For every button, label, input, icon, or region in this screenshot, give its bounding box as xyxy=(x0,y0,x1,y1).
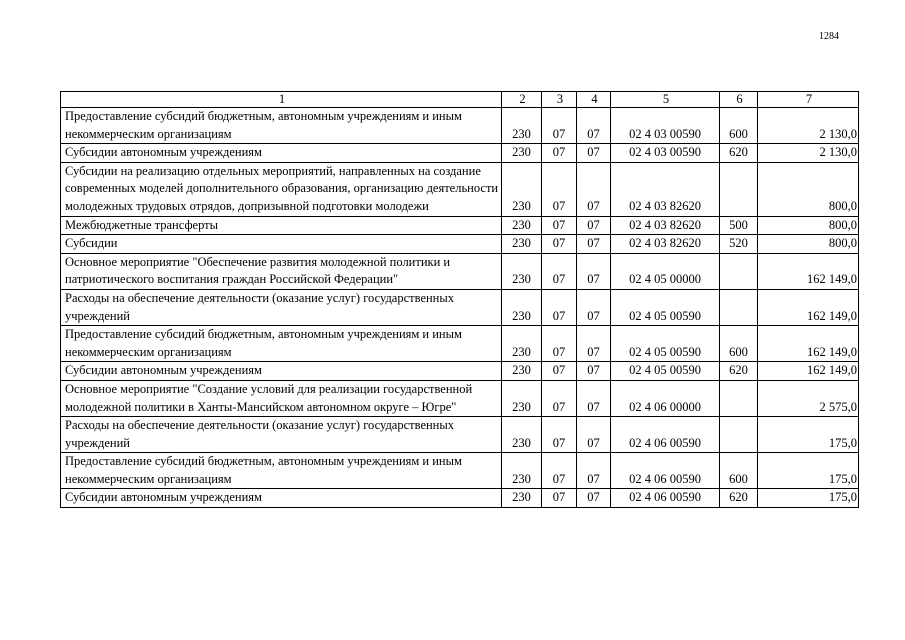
ministry-code-cell: 230 xyxy=(502,489,542,508)
section-code-cell: 07 xyxy=(542,362,577,381)
subsection-code-cell: 07 xyxy=(577,417,611,453)
expense-type-cell: 500 xyxy=(720,216,758,235)
expense-type-cell: 600 xyxy=(720,108,758,144)
subsection-code-cell: 07 xyxy=(577,326,611,362)
ministry-code-cell: 230 xyxy=(502,453,542,489)
expense-name-cell: Субсидии xyxy=(61,235,502,254)
header-cell-6: 6 xyxy=(720,92,758,108)
page-number: 1284 xyxy=(819,31,839,42)
table-row xyxy=(61,326,859,362)
expense-type-cell xyxy=(720,380,758,416)
amount-cell: 162 149,0 xyxy=(758,326,859,362)
table-header-row xyxy=(61,92,859,108)
expense-name-cell: Субсидии автономным учреждениям xyxy=(61,362,502,381)
target-article-cell: 02 4 06 00590 xyxy=(611,453,720,489)
ministry-code-cell: 230 xyxy=(502,216,542,235)
subsection-code-cell: 07 xyxy=(577,216,611,235)
ministry-code-cell: 230 xyxy=(502,162,542,216)
target-article-cell: 02 4 03 00590 xyxy=(611,108,720,144)
section-code-cell: 07 xyxy=(542,489,577,508)
table-row xyxy=(61,108,859,144)
ministry-code-cell: 230 xyxy=(502,417,542,453)
section-code-cell: 07 xyxy=(542,417,577,453)
amount-cell: 175,0 xyxy=(758,489,859,508)
expense-name-cell: Субсидии автономным учреждениям xyxy=(61,144,502,163)
expense-name-cell: Основное мероприятие "Обеспечение развития молодежной политики и патриотического воспитания граждан Российской Федерации" xyxy=(61,253,502,289)
expense-type-cell xyxy=(720,162,758,216)
section-code-cell: 07 xyxy=(542,289,577,325)
table-row xyxy=(61,253,859,289)
header-cell-1: 1 xyxy=(61,92,502,108)
table-row xyxy=(61,289,859,325)
table-row xyxy=(61,453,859,489)
budget-table xyxy=(60,91,859,508)
amount-cell: 175,0 xyxy=(758,417,859,453)
amount-cell: 800,0 xyxy=(758,235,859,254)
expense-type-cell: 620 xyxy=(720,144,758,163)
section-code-cell: 07 xyxy=(542,453,577,489)
target-article-cell: 02 4 05 00590 xyxy=(611,326,720,362)
ministry-code-cell: 230 xyxy=(502,144,542,163)
ministry-code-cell: 230 xyxy=(502,235,542,254)
expense-type-cell xyxy=(720,289,758,325)
amount-cell: 162 149,0 xyxy=(758,289,859,325)
expense-type-cell xyxy=(720,253,758,289)
section-code-cell: 07 xyxy=(542,108,577,144)
subsection-code-cell: 07 xyxy=(577,162,611,216)
amount-cell: 2 130,0 xyxy=(758,108,859,144)
expense-name-cell: Расходы на обеспечение деятельности (оказание услуг) государственных учреждений xyxy=(61,417,502,453)
target-article-cell: 02 4 06 00590 xyxy=(611,489,720,508)
amount-cell: 175,0 xyxy=(758,453,859,489)
amount-cell: 162 149,0 xyxy=(758,253,859,289)
ministry-code-cell: 230 xyxy=(502,108,542,144)
section-code-cell: 07 xyxy=(542,162,577,216)
table-row xyxy=(61,144,859,163)
table-row xyxy=(61,380,859,416)
ministry-code-cell: 230 xyxy=(502,362,542,381)
expense-name-cell: Основное мероприятие "Создание условий для реализации государственной молодежной политики в Ханты-Мансийском автономном округе – Югре" xyxy=(61,380,502,416)
subsection-code-cell: 07 xyxy=(577,289,611,325)
table-row xyxy=(61,235,859,254)
table-body xyxy=(61,92,859,508)
ministry-code-cell: 230 xyxy=(502,253,542,289)
header-cell-4: 4 xyxy=(577,92,611,108)
expense-type-cell: 620 xyxy=(720,489,758,508)
target-article-cell: 02 4 06 00000 xyxy=(611,380,720,416)
expense-name-cell: Субсидии на реализацию отдельных мероприятий, направленных на создание современных моделей дополнительного образования, организацию деятельности молодежных трудовых отрядов, допризывной подготовки молодежи xyxy=(61,162,502,216)
target-article-cell: 02 4 05 00590 xyxy=(611,362,720,381)
subsection-code-cell: 07 xyxy=(577,253,611,289)
target-article-cell: 02 4 03 82620 xyxy=(611,162,720,216)
target-article-cell: 02 4 06 00590 xyxy=(611,417,720,453)
subsection-code-cell: 07 xyxy=(577,235,611,254)
target-article-cell: 02 4 05 00590 xyxy=(611,289,720,325)
target-article-cell: 02 4 03 82620 xyxy=(611,235,720,254)
target-article-cell: 02 4 05 00000 xyxy=(611,253,720,289)
header-cell-7: 7 xyxy=(758,92,859,108)
amount-cell: 2 130,0 xyxy=(758,144,859,163)
section-code-cell: 07 xyxy=(542,235,577,254)
subsection-code-cell: 07 xyxy=(577,108,611,144)
header-cell-3: 3 xyxy=(542,92,577,108)
ministry-code-cell: 230 xyxy=(502,380,542,416)
target-article-cell: 02 4 03 00590 xyxy=(611,144,720,163)
subsection-code-cell: 07 xyxy=(577,144,611,163)
section-code-cell: 07 xyxy=(542,144,577,163)
ministry-code-cell: 230 xyxy=(502,289,542,325)
section-code-cell: 07 xyxy=(542,216,577,235)
expense-name-cell: Предоставление субсидий бюджетным, автономным учреждениям и иным некоммерческим организациям xyxy=(61,453,502,489)
amount-cell: 162 149,0 xyxy=(758,362,859,381)
target-article-cell: 02 4 03 82620 xyxy=(611,216,720,235)
expense-name-cell: Предоставление субсидий бюджетным, автономным учреждениям и иным некоммерческим организациям xyxy=(61,108,502,144)
table-row xyxy=(61,216,859,235)
expense-name-cell: Субсидии автономным учреждениям xyxy=(61,489,502,508)
expense-name-cell: Межбюджетные трансферты xyxy=(61,216,502,235)
amount-cell: 800,0 xyxy=(758,216,859,235)
subsection-code-cell: 07 xyxy=(577,362,611,381)
expense-name-cell: Расходы на обеспечение деятельности (оказание услуг) государственных учреждений xyxy=(61,289,502,325)
table-row xyxy=(61,162,859,216)
section-code-cell: 07 xyxy=(542,326,577,362)
amount-cell: 2 575,0 xyxy=(758,380,859,416)
expense-type-cell: 600 xyxy=(720,326,758,362)
table-row xyxy=(61,489,859,508)
amount-cell: 800,0 xyxy=(758,162,859,216)
subsection-code-cell: 07 xyxy=(577,380,611,416)
expense-type-cell xyxy=(720,417,758,453)
table-row xyxy=(61,417,859,453)
header-cell-2: 2 xyxy=(502,92,542,108)
header-cell-5: 5 xyxy=(611,92,720,108)
section-code-cell: 07 xyxy=(542,253,577,289)
ministry-code-cell: 230 xyxy=(502,326,542,362)
expense-type-cell: 620 xyxy=(720,362,758,381)
subsection-code-cell: 07 xyxy=(577,489,611,508)
expense-type-cell: 600 xyxy=(720,453,758,489)
table-row xyxy=(61,362,859,381)
expense-type-cell: 520 xyxy=(720,235,758,254)
section-code-cell: 07 xyxy=(542,380,577,416)
expense-name-cell: Предоставление субсидий бюджетным, автономным учреждениям и иным некоммерческим организациям xyxy=(61,326,502,362)
subsection-code-cell: 07 xyxy=(577,453,611,489)
